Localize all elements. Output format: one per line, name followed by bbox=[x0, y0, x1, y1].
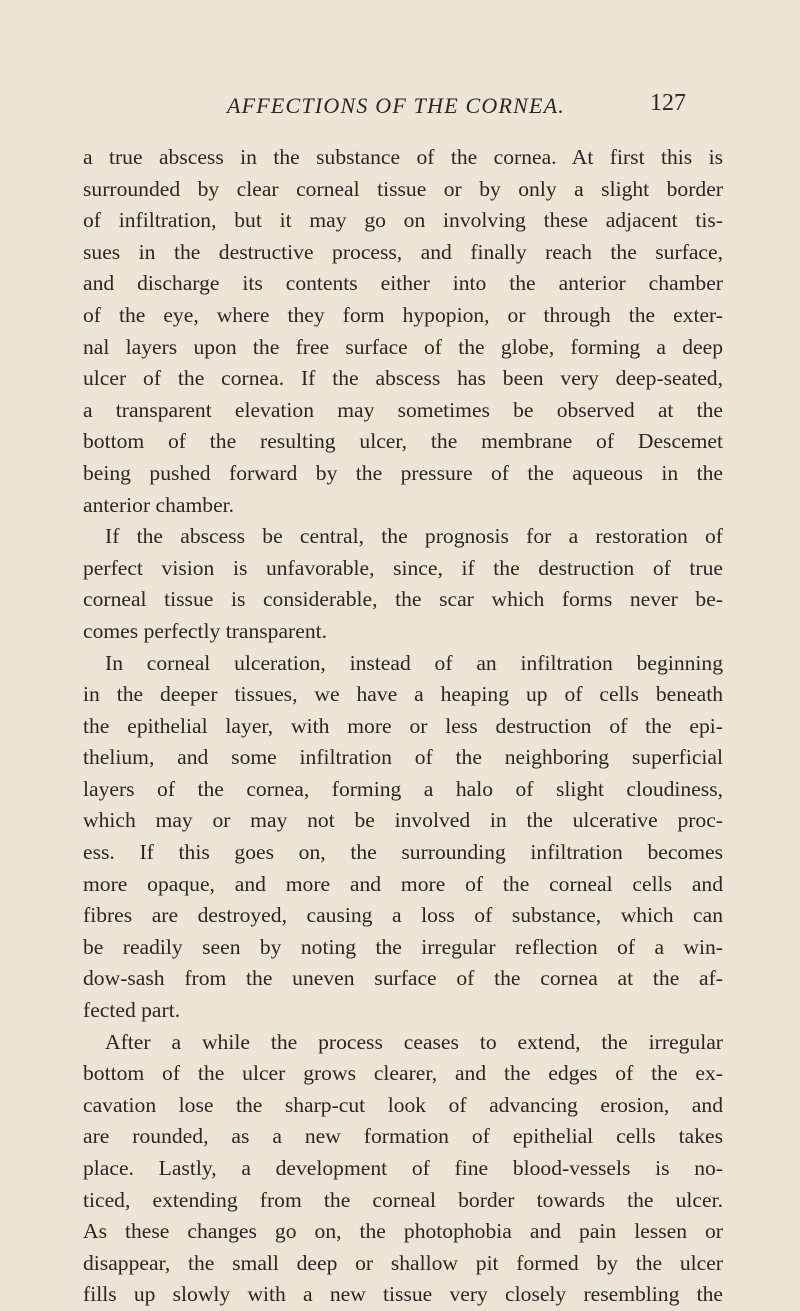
text-line: a true abscess in the substance of the cornea. At first this is bbox=[83, 145, 723, 169]
text-line: a transparent elevation may sometimes be observed at the bbox=[83, 397, 723, 422]
text-line: ulcer of the cornea. If the abscess has been very deep-seated, bbox=[83, 366, 723, 391]
text-line: anterior chamber. bbox=[83, 492, 235, 517]
text-line: In corneal ulceration, instead of an infiltration beginning bbox=[105, 650, 723, 675]
text-line: fected part. bbox=[83, 998, 181, 1023]
text-line: As these changes go on, the photophobia and pain lessen or bbox=[83, 1219, 723, 1244]
text-line: fibres are destroyed, causing a loss of substance, which can bbox=[83, 903, 723, 928]
text-line: of infiltration, but it may go on involving these adjacent tis- bbox=[83, 208, 723, 233]
text-line: surrounded by clear corneal tissue or by only a slight border bbox=[83, 176, 723, 201]
text-line: ess. If this goes on, the surrounding infiltration becomes bbox=[83, 840, 723, 865]
running-head: AFFECTIONS OF THE CORNEA. bbox=[227, 93, 565, 118]
text-line: bottom of the ulcer grows clearer, and the edges of the ex- bbox=[83, 1061, 723, 1086]
text-line: If the abscess be central, the prognosis for a restoration of bbox=[105, 524, 723, 549]
text-line: comes perfectly transparent. bbox=[83, 618, 328, 643]
text-line: disappear, the small deep or shallow pit formed by the ulcer bbox=[83, 1250, 723, 1275]
text-line: layers of the cornea, forming a halo of slight cloudiness, bbox=[83, 776, 723, 801]
text-line: perfect vision is unfavorable, since, if the destruction of true bbox=[83, 555, 723, 580]
text-line: place. Lastly, a development of fine blood-vessels is no- bbox=[83, 1156, 723, 1180]
text-line: thelium, and some infiltration of the neighboring superficial bbox=[83, 745, 723, 770]
text-line: cavation lose the sharp-cut look of advancing erosion, and bbox=[83, 1092, 723, 1117]
page-number: 127 bbox=[650, 90, 686, 116]
text-line: more opaque, and more and more of the corneal cells and bbox=[83, 871, 723, 896]
text-line: ticed, extending from the corneal border towards the ulcer. bbox=[83, 1187, 723, 1212]
text-line: corneal tissue is considerable, the scar which forms never be- bbox=[83, 587, 723, 612]
text-line: After a while the process ceases to extend, the irregular bbox=[105, 1029, 723, 1054]
text-line: are rounded, as a new formation of epithelial cells takes bbox=[83, 1124, 723, 1149]
body-text bbox=[83, 142, 723, 1311]
text-line: which may or may not be involved in the ulcerative proc- bbox=[83, 808, 723, 833]
text-line: of the eye, where they form hypopion, or through the exter- bbox=[83, 302, 723, 327]
text-line: being pushed forward by the pressure of the aqueous in the bbox=[83, 460, 723, 485]
text-line: sues in the destructive process, and finally reach the surface, bbox=[83, 239, 723, 264]
text-line: be readily seen by noting the irregular reflection of a win- bbox=[83, 934, 723, 959]
text-line: fills up slowly with a new tissue very closely resembling the bbox=[83, 1282, 723, 1307]
text-line: the epithelial layer, with more or less destruction of the epi- bbox=[83, 713, 723, 738]
text-line: dow-sash from the uneven surface of the cornea at the af- bbox=[83, 966, 723, 991]
text-line: bottom of the resulting ulcer, the membrane of Descemet bbox=[83, 429, 723, 454]
text-line: nal layers upon the free surface of the globe, forming a deep bbox=[83, 334, 723, 359]
text-line: and discharge its contents either into the anterior chamber bbox=[83, 271, 723, 296]
text-line: in the deeper tissues, we have a heaping up of cells beneath bbox=[83, 682, 723, 707]
